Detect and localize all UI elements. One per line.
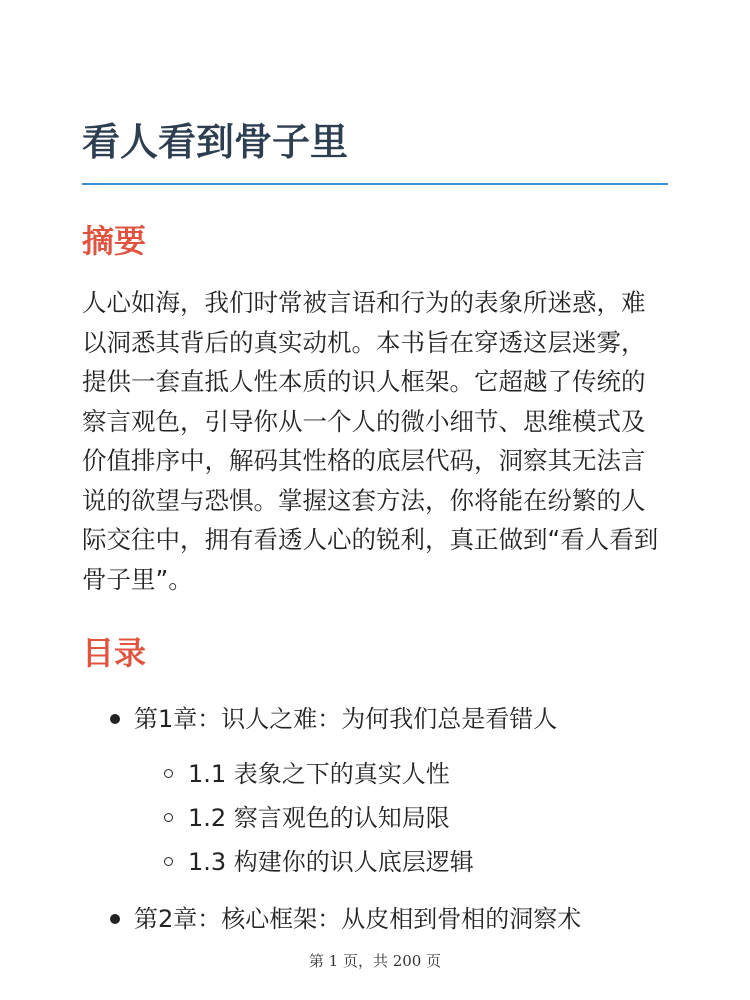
document-page bbox=[82, 0, 668, 1000]
summary-paragraph: 人心如海，我们时常被言语和行为的表象所迷惑，难以洞悉其背后的真实动机。本书旨在穿透这层迷雾，提供一套直抵人性本质的识人框架。它超越了传统的察言观色，引导你从一个人的微小细节、思维模式及价值排序中，解码其性格的底层代码，洞察其无法言说的欲望与恐惧。掌握这套方法，你将能在纷繁的人际交往中，拥有看透人心的锐利，真正做到“看人看到骨子里”。 bbox=[82, 288, 659, 594]
document-title: 看人看到骨子里 bbox=[82, 120, 349, 164]
circle-bullet-icon bbox=[164, 857, 173, 866]
page-footer: 第 1 页，共 200 页 bbox=[308, 952, 442, 970]
bullet-icon bbox=[110, 714, 120, 724]
toc-section-label: 1.3 构建你的识人底层逻辑 bbox=[188, 848, 474, 876]
toc-heading: 目录 bbox=[82, 634, 147, 672]
toc-section-1-1[interactable] bbox=[188, 757, 450, 791]
toc-chapter-label: 第1章：识人之难：为何我们总是看错人 bbox=[134, 705, 558, 733]
toc-chapter-2[interactable] bbox=[134, 902, 581, 936]
toc-chapter-label: 第2章：核心框架：从皮相到骨相的洞察术 bbox=[134, 905, 582, 933]
toc-section-1-3[interactable] bbox=[188, 845, 474, 879]
circle-bullet-icon bbox=[164, 769, 173, 778]
toc-section-label: 1.2 察言观色的认知局限 bbox=[188, 804, 450, 832]
toc-section-1-2[interactable] bbox=[188, 801, 450, 835]
bullet-icon bbox=[110, 914, 120, 924]
title-divider bbox=[82, 183, 668, 185]
toc-section-label: 1.1 表象之下的真实人性 bbox=[188, 760, 450, 788]
toc-chapter-1[interactable] bbox=[134, 702, 557, 736]
summary-heading: 摘要 bbox=[82, 222, 147, 260]
circle-bullet-icon bbox=[164, 813, 173, 822]
